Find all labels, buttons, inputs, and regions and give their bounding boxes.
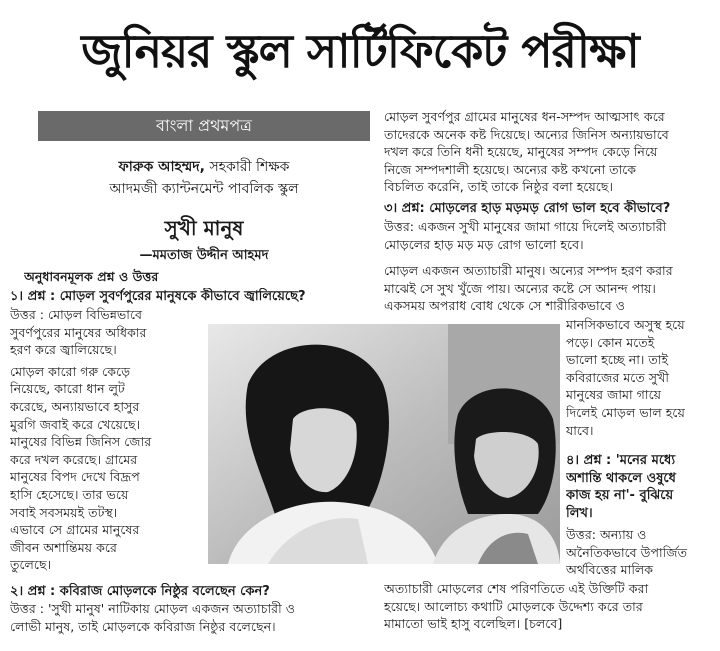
q1-line: করে দখল করেছে। গ্রামের xyxy=(10,451,138,467)
q3-line: ভালো হচ্ছে না। তাই xyxy=(566,352,669,368)
q1-line: করেছে, অন্যায়ভাবে হাসুর xyxy=(10,398,140,414)
q4-line: কাজ হয় না'- বুঝিয়ে xyxy=(566,488,674,504)
q4-answer-narrow xyxy=(566,526,710,579)
q1-line: মানুষের বিপদ দেখে বিদ্রূপ xyxy=(10,469,140,485)
q4-line: অনৈতিকভাবে উপার্জিত xyxy=(566,544,688,560)
q4-line: অর্থবিত্তের মালিক xyxy=(566,562,654,578)
q3-answer xyxy=(384,218,710,253)
q2-answer xyxy=(10,600,380,635)
right-line: তাদেরকে অনেক কষ্ট দিয়েছে। অন্যের জিনিস অন্যায়ভাবে xyxy=(384,126,669,142)
q3-line: যাবে। xyxy=(566,422,594,438)
q3-narrow-paragraph xyxy=(566,316,710,439)
q1-answer xyxy=(10,306,198,574)
q3-line: মোড়ল একজন অত্যাচারী মানুষ। অন্যের সম্পদ হরণ করার xyxy=(384,263,673,278)
q4-line: মামাতো ভাই হাসু বলেছিল। [চলবে] xyxy=(384,616,563,632)
section-label: অনুধাবনমূলক প্রশ্ন ও উত্তর xyxy=(24,269,159,284)
q3-paragraph xyxy=(384,262,710,315)
q4-line: অশান্তি থাকলে ওষুধে xyxy=(566,470,676,486)
q3-line: উত্তর: একজন সুখী মানুষের জামা গায়ে দিলেই অত্যাচারী xyxy=(384,219,667,234)
q4-line: লিখ। xyxy=(566,505,593,521)
q4-question xyxy=(566,452,710,522)
q3-line: মানসিকভাবে অসুস্থ হয়ে xyxy=(566,317,685,332)
q1-line: মুরগি জবাই করে খেয়েছে। xyxy=(10,416,141,432)
q1-line: মোড়ল কারো গরু কেড়ে xyxy=(10,363,131,379)
q1-question: ১। প্রশ্ন : মোড়ল সুবর্ণপুরের মানুষকে কীভাবে জ্বালিয়েছে? xyxy=(10,289,306,304)
q4-line: হয়েছে। আলোচ্য কথাটি মোড়লকে উদ্দেশ্য করে তার xyxy=(384,598,643,614)
q1-line: সবাই সবসময়ই তটস্থ। xyxy=(10,504,118,520)
q3-line: মাঝেই সে সুখ খুঁজে পায়। অন্যের কষ্টে সে আনন্দ পায়। xyxy=(384,280,656,296)
q3-line: একসময় অপরাধ বোধ থেকে সে শারীরিকভাবে ও xyxy=(384,298,625,314)
q1-line: হাসি হেসেছে। তার ভয়ে xyxy=(10,486,129,502)
author-school: আদমজী ক্যান্টনমেন্ট পাবলিক স্কুল xyxy=(109,181,299,197)
q4-line: উত্তর: অন্যায় ও xyxy=(566,527,647,542)
right-top-paragraph xyxy=(384,108,710,196)
q1-line: নিয়েছে, কারো ধান লুট xyxy=(10,381,125,397)
q1-line: তুলেছে। xyxy=(10,557,52,573)
q3-line: মানুষের জামা গায়ে xyxy=(566,387,662,403)
q1-line: জীবন অশান্তিময় করে xyxy=(10,539,117,555)
story-title: সুখী মানুষ xyxy=(164,216,244,240)
q1-line: এভাবে সে গ্রামের মানুষের xyxy=(10,522,140,538)
q3-line: কবিরাজের মতে সুখী xyxy=(566,369,669,385)
q1-line: মানুষের বিভিন্ন জিনিস জোর xyxy=(10,434,152,450)
q2-line: লোভী মানুষ, তাই মোড়লকে কবিরাজ নিষ্ঠুর বলেছেন। xyxy=(10,618,276,634)
author-block xyxy=(38,156,370,200)
q1-line: উত্তর : মোড়ল বিভিন্নভাবে xyxy=(10,307,143,322)
story-author: —মমতাজ উদ্দীন আহমদ xyxy=(139,248,269,263)
author-name: ফারুক আহম্মদ, xyxy=(118,159,205,175)
q3-question: ৩। প্রশ্ন: মোড়লের হাড় মড়মড় রোগ ভাল হবে কীভাবে? xyxy=(384,201,671,216)
q4-answer-wide xyxy=(384,580,710,633)
right-line: দখল করে তিনি ধনী হয়েছে, মানুষের সম্পদ কেড়ে নিয়ে xyxy=(384,144,658,160)
author-role: সহকারী শিক্ষক xyxy=(209,159,290,175)
right-line: মোড়ল সুবর্ণপুর গ্রামের মানুষের ধন-সম্পদ আত্মসাৎ করে xyxy=(384,109,665,124)
q3-line: দিলেই মোড়ল ভাল হয়ে xyxy=(566,404,685,420)
q2-line: উত্তর : 'সুখী মানুষ' নাটিকায় মোড়ল একজন অত্যাচারী ও xyxy=(10,601,295,616)
q2-question: ২। প্রশ্ন : কবিরাজ মোড়লকে নিষ্ঠুর বলেছেন কেন? xyxy=(10,584,270,599)
q3-line: পড়ে। কোন মতেই xyxy=(566,334,655,350)
right-line: নিজে সম্পদশালী হয়েছে। অন্যের কষ্ট কখনো তাকে xyxy=(384,161,637,177)
students-photo-illustration xyxy=(208,324,560,564)
subject-banner: বাংলা প্রথমপত্র xyxy=(38,111,370,141)
q3-line: মোড়লের হাড় মড় মড় রোগ ভালো হবে। xyxy=(384,236,584,252)
q1-line: সুবর্ণপুরের মানুষের অধিকার xyxy=(10,324,147,340)
q4-line: অত্যাচারী মোড়লের শেষ পরিণতিতে এই উক্তিটি করা xyxy=(384,581,649,596)
q1-line: হরণ করে জ্বালিয়েছে। xyxy=(10,342,117,358)
q4-line: ৪। প্রশ্ন : 'মনের মধ্যে xyxy=(566,453,676,468)
right-line: বিচলিত করেনি, তাই তাকে নিষ্ঠুর বলা হয়েছে। xyxy=(384,179,613,195)
students-photo xyxy=(208,324,560,564)
masthead-title: জুনিয়র স্কুল সার্টিফিকেট পরীক্ষা xyxy=(81,24,639,78)
